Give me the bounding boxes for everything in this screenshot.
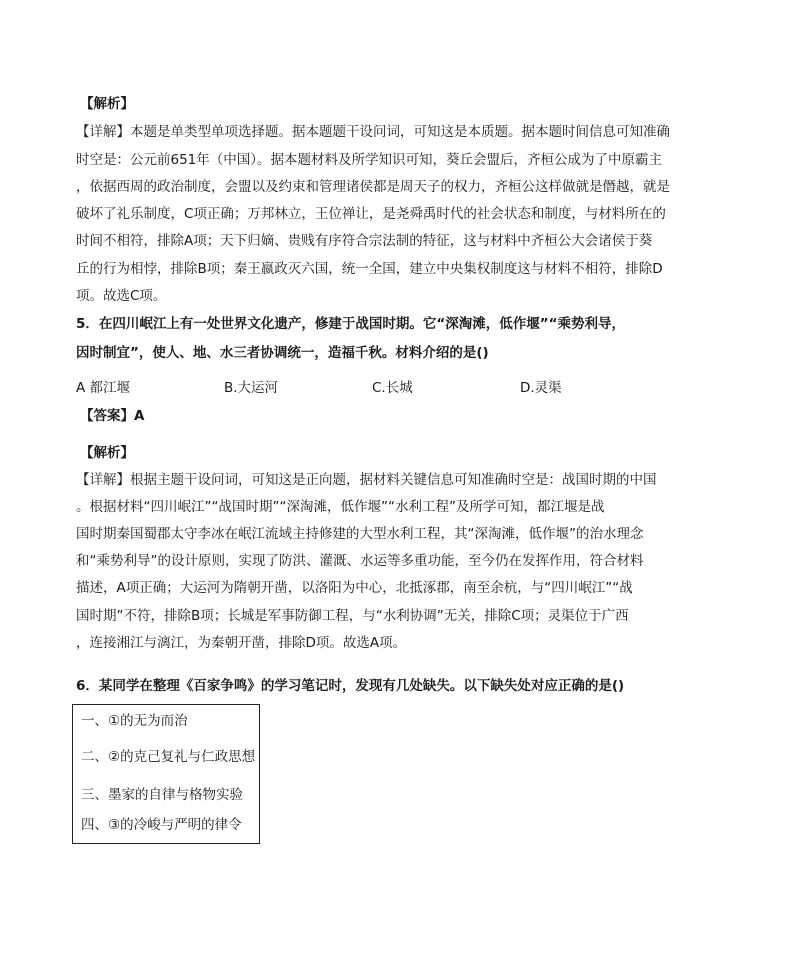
q4-detail-line: 时空是：公元前651年（中国）。据本题材料及所学知识可知，葵丘会盟后，齐桓公成为了中原霸主 bbox=[76, 152, 663, 168]
q4-analysis-label: 【解析】 bbox=[80, 96, 134, 112]
q5-stem-line: 因时制宜”，使人、地、水三者协调统一，造福千秋。材料介绍的是() bbox=[76, 345, 489, 361]
q4-detail-line: 时间不相符，排除A项；天下归嫡、贵贱有序符合宗法制的特征，这与材料中齐桓公大会诸侯于葵 bbox=[76, 233, 653, 249]
q5-option-c: C.长城 bbox=[372, 380, 413, 396]
q5-detail-line: 国时期”不符，排除B项；长城是军事防御工程，与“水利协调”无关，排除C项；灵渠位于广西 bbox=[76, 608, 629, 624]
q5-detail-line: 描述，A项正确；大运河为隋朝开凿，以洛阳为中心，北抵涿郡，南至余杭，与“四川岷江”“战 bbox=[76, 580, 633, 596]
q5-answer: 【答案】A bbox=[80, 408, 145, 424]
notes-table-row: 二、②的克己复礼与仁政思想 bbox=[81, 749, 256, 765]
notes-table-row: 一、①的无为而治 bbox=[81, 713, 188, 729]
notes-table-row: 三、墨家的自律与格物实验 bbox=[81, 787, 243, 803]
q4-detail-line: ，依据西周的政治制度，会盟以及约束和管理诸侯都是周天子的权力，齐桓公这样做就是僭越，就是 bbox=[76, 179, 670, 195]
q4-detail-line: 项。故选C项。 bbox=[76, 288, 167, 304]
q5-option-a: A 都江堰 bbox=[76, 380, 131, 396]
q5-option-b: B.大运河 bbox=[224, 380, 279, 396]
q5-analysis-label: 【解析】 bbox=[80, 445, 134, 461]
q5-option-d: D.灵渠 bbox=[520, 380, 562, 396]
q5-stem-line: 5．在四川岷江上有一处世界文化遗产，修建于战国时期。它“深淘滩，低作堰”“乘势利导， bbox=[76, 316, 626, 332]
q5-detail-line: 国时期秦国蜀郡太守李冰在岷江流域主持修建的大型水利工程，其“深淘滩，低作堰”的治水理念 bbox=[76, 526, 644, 542]
q5-detail-line: 和“乘势利导”的设计原则，实现了防洪、灌溉、水运等多重功能，至今仍在发挥作用，符合材料 bbox=[76, 553, 644, 569]
notes-table bbox=[72, 704, 260, 844]
q5-detail-line: 【详解】根据主题干设问词，可知这是正向题，据材料关键信息可知准确时空是：战国时期的中国 bbox=[76, 472, 657, 488]
q5-detail-line: 。根据材料“四川岷江”“战国时期”“深淘滩，低作堰”“水利工程”及所学可知，都江堰是战 bbox=[76, 499, 605, 515]
q4-detail-line: 丘的行为相悖，排除B项；秦王嬴政灭六国，统一全国，建立中央集权制度这与材料不相符，排除D bbox=[76, 261, 663, 277]
q4-detail-line: 【详解】本题是单类型单项选择题。据本题题干设问词，可知这是本质题。据本题时间信息可知准确 bbox=[76, 124, 670, 140]
q5-detail-line: ，连接湘江与漓江，为秦朝开凿，排除D项。故选A项。 bbox=[76, 635, 407, 651]
notes-table-row: 四、③的冷峻与严明的律令 bbox=[81, 817, 242, 833]
q4-detail-line: 破坏了礼乐制度，C项正确；万邦林立，王位禅让，是尧舜禹时代的社会状态和制度，与材料所在的 bbox=[76, 206, 666, 222]
q6-stem: 6．某同学在整理《百家争鸣》的学习笔记时，发现有几处缺失。以下缺失处对应正确的是() bbox=[76, 678, 625, 694]
